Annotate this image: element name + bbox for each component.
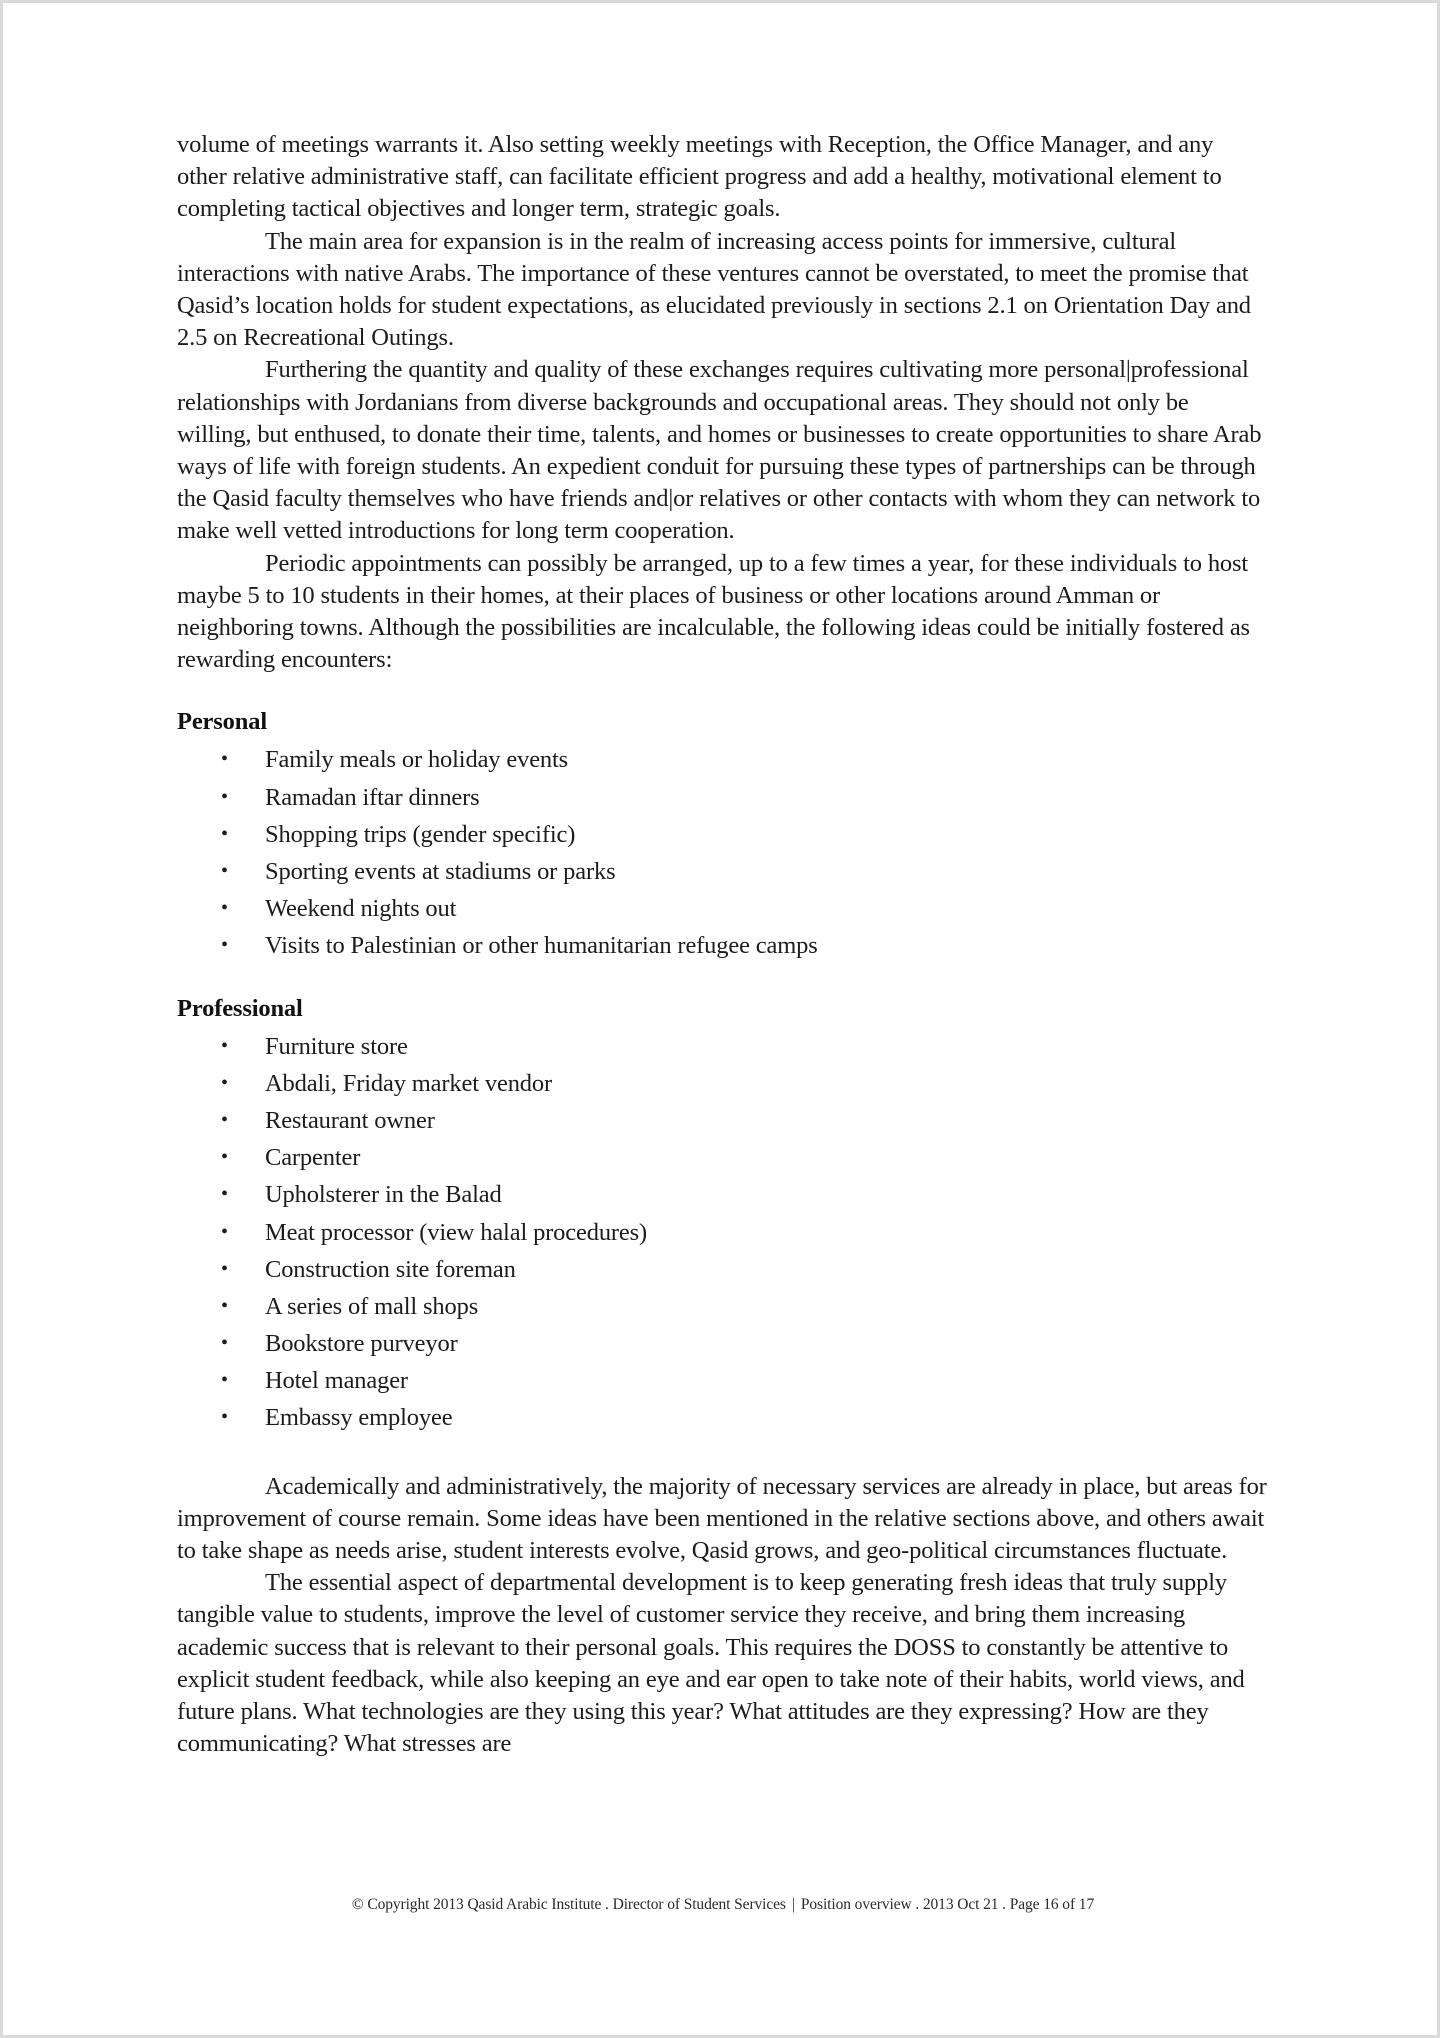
list-item [177, 1288, 1267, 1325]
list-item-text: Furniture store [265, 1032, 408, 1060]
footer-separator: | [791, 1896, 795, 1913]
list-item-text: Carpenter [265, 1144, 361, 1172]
list-item [177, 1251, 1267, 1288]
list-item [177, 1028, 1267, 1065]
section-heading-professional: Professional [177, 994, 303, 1022]
list-item-text: Restaurant owner [265, 1106, 435, 1134]
bullet-icon: • [221, 860, 228, 883]
page-footer [3, 1896, 1440, 1914]
list-item [177, 816, 1267, 853]
bullet-icon: • [221, 1406, 228, 1429]
paragraph-appointments: Periodic appointments can possibly be arranged, up to a few times a year, for these individuals to host maybe 5 to 10 students in their homes, at their places of business or other locations around Amman or neighboring towns. Although the possibilities are incalculable, the following ideas could be initially fostered as rewarding encounters: [177, 549, 1250, 674]
spacer [177, 1437, 1267, 1471]
list-item-text: Abdali, Friday market vendor [265, 1069, 553, 1097]
list-item [177, 779, 1267, 816]
paragraph-academic-services: Academically and administratively, the majority of necessary services are already in place, but areas for improvement of course remain. Some ideas have been mentioned in the relative sections above, and others await to take shape as needs arise, student interests evolve, Qasid grows, and geo-political circumstances fluctuate. [177, 1472, 1267, 1565]
list-item [177, 1102, 1267, 1139]
list-item-text: Embassy employee [265, 1404, 453, 1432]
bullet-icon: • [221, 1071, 228, 1094]
bullet-icon: • [221, 1034, 228, 1057]
paragraph-relationships: Furthering the quantity and quality of these exchanges requires cultivating more personal|professional relationships with Jordanians from diverse backgrounds and occupational areas. They should not only be willing, but enthused, to donate their time, talents, and homes or businesses to create opportunities to share Arab ways of life with foreign students. An expedient conduit for pursuing these types of partnerships can be through the Qasid faculty themselves who have friends and|or relatives or other contacts with whom they can network to make well vetted introductions for long term cooperation. [177, 356, 1262, 545]
list-item-text: Shopping trips (gender specific) [265, 820, 576, 848]
bullet-icon: • [221, 1294, 228, 1317]
list-item-text: Weekend nights out [265, 895, 457, 923]
list-item [177, 1065, 1267, 1102]
list-item [177, 1139, 1267, 1176]
bullet-icon: • [221, 1369, 228, 1392]
footer-copyright: © Copyright 2013 Qasid Arabic Institute . Director of Student Services [351, 1896, 786, 1913]
list-item-text: Construction site foreman [265, 1255, 516, 1283]
list-item-text: Family meals or holiday events [265, 746, 569, 774]
list-item-text: Visits to Palestinian or other humanitarian refugee camps [265, 932, 818, 960]
paragraph-meetings: volume of meetings warrants it. Also setting weekly meetings with Reception, the Office Manager, and any other relative administrative staff, can facilitate efficient progress and add a healthy, motivational element to completing tactical objectives and longer term, strategic goals. [177, 131, 1222, 223]
spacer [177, 965, 1267, 993]
list-item-text: Upholsterer in the Balad [265, 1181, 502, 1209]
bullet-icon: • [221, 1332, 228, 1355]
list-item-text: Ramadan iftar dinners [265, 783, 480, 811]
bullet-icon: • [221, 822, 228, 845]
list-item-text: Bookstore purveyor [265, 1330, 458, 1358]
list-item [177, 927, 1267, 964]
section-heading-personal: Personal [177, 708, 267, 736]
list-item-text: Sporting events at stadiums or parks [265, 858, 616, 886]
bullet-icon: • [221, 934, 228, 957]
list-item [177, 1176, 1267, 1213]
list-item-text: Meat processor (view halal procedures) [265, 1218, 648, 1246]
bullet-icon: • [221, 1257, 228, 1280]
personal-list [177, 741, 1267, 964]
list-item-text: A series of mall shops [265, 1292, 479, 1320]
list-item [177, 1214, 1267, 1251]
bullet-icon: • [221, 1220, 228, 1243]
paragraph-departmental-development: The essential aspect of departmental development is to keep generating fresh ideas that truly supply tangible value to students, improve the level of customer service they receive, and bring them increasing academic success that is relevant to their personal goals. This requires the DOSS to constantly be attentive to explicit student feedback, while also keeping an eye and ear open to take note of their habits, world views, and future plans. What technologies are they using this year? What attitudes are they expressing? How are they communicating? What stresses are [177, 1569, 1245, 1758]
list-item [177, 741, 1267, 778]
list-item [177, 890, 1267, 927]
paragraph-expansion: The main area for expansion is in the realm of increasing access points for immersive, cultural interactions with native Arabs. The importance of these ventures cannot be overstated, to meet the promise that Qasid’s location holds for student expectations, as elucidated previously in sections 2.1 on Orientation Day and 2.5 on Recreational Outings. [177, 227, 1251, 352]
page-content [177, 129, 1267, 1760]
spacer [177, 676, 1267, 706]
list-item-text: Hotel manager [265, 1367, 408, 1395]
bullet-icon: • [221, 897, 228, 920]
list-item [177, 853, 1267, 890]
bullet-icon: • [221, 1108, 228, 1131]
list-item [177, 1399, 1267, 1436]
list-item [177, 1325, 1267, 1362]
bullet-icon: • [221, 1183, 228, 1206]
bullet-icon: • [221, 748, 228, 771]
list-item [177, 1362, 1267, 1399]
professional-list [177, 1028, 1267, 1437]
bullet-icon: • [221, 785, 228, 808]
footer-page-info: Position overview . 2013 Oct 21 . Page 16 of 17 [800, 1896, 1095, 1913]
bullet-icon: • [221, 1146, 228, 1169]
